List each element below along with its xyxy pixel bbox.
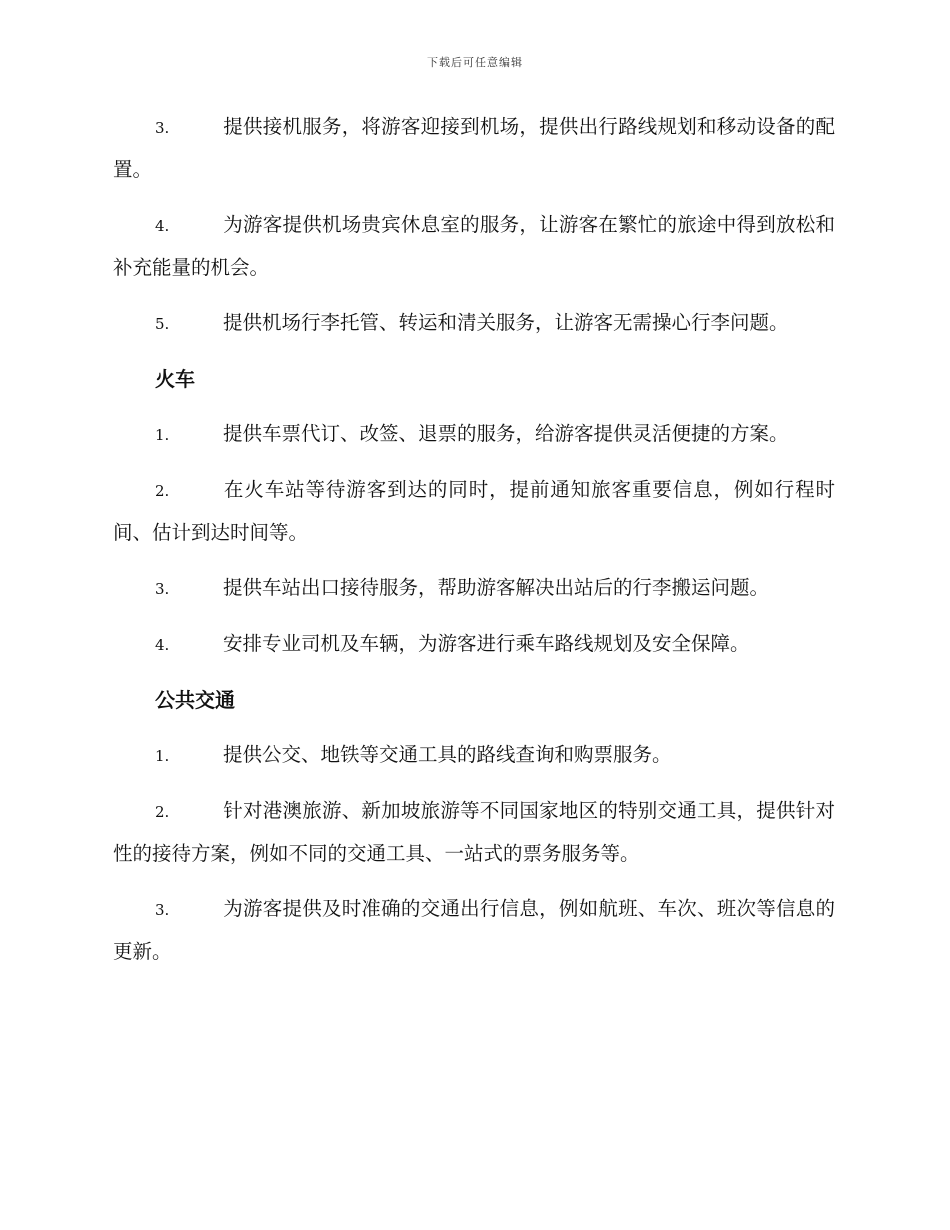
list-item-text: 提供公交、地铁等交通工具的路线查询和购票服务。 — [223, 743, 672, 766]
list-item-text: 提供车站出口接待服务，帮助游客解决出站后的行李搬运问题。 — [223, 576, 770, 599]
list-item-number: 3. — [155, 119, 170, 137]
list-item — [113, 204, 835, 289]
list-item-number: 2. — [155, 803, 170, 821]
list-item-number: 3. — [155, 901, 170, 919]
list-item-number: 5. — [155, 315, 170, 333]
list-item — [113, 567, 835, 610]
list-item-number: 1. — [155, 747, 170, 765]
list-item-number: 4. — [155, 217, 170, 235]
list-item — [113, 888, 835, 973]
list-item-text: 提供机场行李托管、转运和清关服务，让游客无需操心行李问题。 — [223, 311, 789, 334]
list-item — [113, 469, 835, 554]
section-heading-public-transit: 公共交通 — [155, 688, 235, 712]
list-item — [113, 106, 835, 191]
list-item-text: 提供车票代订、改签、退票的服务，给游客提供灵活便捷的方案。 — [223, 422, 789, 445]
list-item — [113, 413, 835, 456]
section-heading-train: 火车 — [155, 367, 195, 391]
list-item-text: 为游客提供机场贵宾休息室的服务，让游客在繁忙的旅途中得到放松和补充能量的机会。 — [113, 213, 835, 279]
list-item-number: 1. — [155, 426, 170, 444]
list-item-number: 2. — [155, 482, 170, 500]
list-item-number: 3. — [155, 580, 170, 598]
list-item — [113, 302, 835, 345]
list-item-number: 4. — [155, 636, 170, 654]
list-item — [113, 734, 835, 777]
list-item-text: 提供接机服务，将游客迎接到机场，提供出行路线规划和移动设备的配置。 — [113, 115, 835, 181]
page-header: 下载后可任意编辑 — [427, 56, 523, 69]
list-item-text: 安排专业司机及车辆，为游客进行乘车路线规划及安全保障。 — [223, 632, 750, 655]
list-item-text: 为游客提供及时准确的交通出行信息，例如航班、车次、班次等信息的更新。 — [113, 897, 835, 963]
document-body — [113, 106, 835, 986]
list-item-text: 在火车站等待游客到达的同时，提前通知旅客重要信息，例如行程时间、估计到达时间等。 — [113, 478, 835, 544]
list-item — [113, 790, 835, 875]
list-item-text: 针对港澳旅游、新加坡旅游等不同国家地区的特别交通工具，提供针对性的接待方案，例如不同的交通工具、一站式的票务服务等。 — [113, 799, 835, 865]
list-item — [113, 623, 835, 666]
